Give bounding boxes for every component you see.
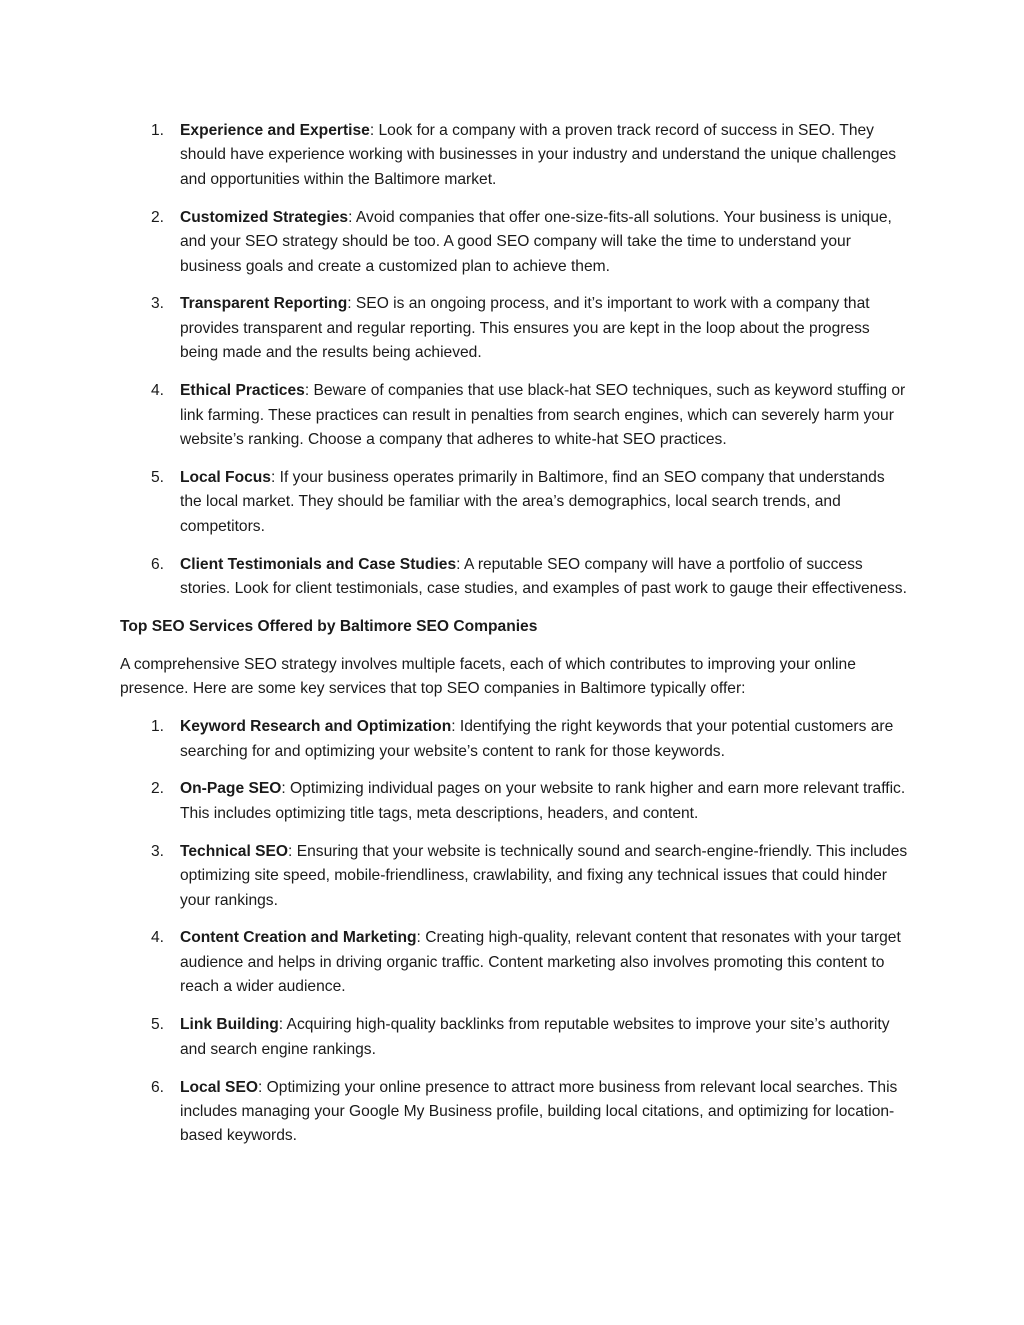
- list-item-term: Client Testimonials and Case Studies: [180, 555, 457, 573]
- list-number: 2.: [151, 780, 165, 798]
- list-item-text: : Beware of companies that use black-hat SEO techniques, such as keyword stuffing or link farming. These practices can result in penalties from search engines, which can severely harm your website’s ranking. Choose a company that adheres to white-hat SEO practices.: [180, 382, 906, 448]
- document-body: [120, 119, 910, 1162]
- list-number: 6.: [151, 555, 165, 573]
- list-item: [120, 119, 910, 192]
- list-number: 6.: [151, 1078, 165, 1096]
- list-number: 4.: [151, 382, 165, 400]
- list-item-text: : Acquiring high-quality backlinks from reputable websites to improve your site’s authority and search engine rankings.: [180, 1016, 890, 1058]
- list-item-term: Ethical Practices: [180, 382, 305, 400]
- list-item-term: Transparent Reporting: [180, 295, 348, 313]
- list-number: 5.: [151, 1016, 165, 1034]
- section-heading: Top SEO Services Offered by Baltimore SEO Companies: [120, 617, 538, 635]
- list-item-term: Local SEO: [180, 1078, 258, 1096]
- list-item: [120, 466, 910, 539]
- list-number: 3.: [151, 842, 165, 860]
- selection-criteria-list: [120, 119, 910, 601]
- list-item-term: Keyword Research and Optimization: [180, 718, 452, 736]
- list-item-text: : Optimizing your online presence to attract more business from relevant local searches. This includes managing your Google My Business profile, building local citations, and optimizing for location-based keywords.: [180, 1078, 898, 1145]
- list-item-text: : SEO is an ongoing process, and it’s important to work with a company that provides transparent and regular reporting. This ensures you are kept in the loop about the progress being made and the results being achieved.: [180, 295, 870, 362]
- list-number: 1.: [151, 122, 165, 139]
- list-item: [120, 840, 910, 913]
- list-item: [120, 206, 910, 279]
- list-item-text: : A reputable SEO company will have a portfolio of success stories. Look for client testimonials, case studies, and examples of past work to gauge their effectiveness.: [180, 555, 907, 597]
- list-item: [120, 1076, 910, 1149]
- seo-services-list: [120, 715, 910, 1149]
- list-item-term: Local Focus: [180, 468, 271, 486]
- list-item-text: : Avoid companies that offer one-size-fits-all solutions. Your business is unique, and your SEO strategy should be too. A good SEO company will take the time to understand your business goals and create a customized plan to achieve them.: [180, 208, 892, 275]
- list-item: [120, 715, 910, 764]
- list-number: 2.: [151, 208, 165, 226]
- list-item: [120, 1013, 910, 1062]
- list-item: [120, 292, 910, 365]
- list-item: [120, 553, 910, 602]
- list-item-text: : Creating high-quality, relevant content that resonates with your target audience and helps in driving organic traffic. Content marketing also involves promoting this content to reach a wider audience.: [180, 929, 901, 996]
- list-item-text: : Look for a company with a proven track record of success in SEO. They should have experience working with businesses in your industry and understand the unique challenges and opportunities within the Baltimore market.: [180, 122, 897, 188]
- list-item: [120, 926, 910, 999]
- list-number: 3.: [151, 295, 165, 313]
- list-number: 5.: [151, 468, 165, 486]
- list-item-term: Experience and Expertise: [180, 122, 370, 139]
- list-item-term: Technical SEO: [180, 842, 289, 860]
- list-item: [120, 379, 910, 452]
- list-item-term: Link Building: [180, 1016, 279, 1034]
- list-item-text: : Optimizing individual pages on your website to rank higher and earn more relevant traffic. This includes optimizing title tags, meta descriptions, headers, and content.: [180, 780, 906, 822]
- list-number: 4.: [151, 929, 165, 947]
- list-item-term: Customized Strategies: [180, 208, 349, 226]
- list-item-text: : Identifying the right keywords that your potential customers are searching for and optimizing your website’s content to rank for those keywords.: [180, 718, 894, 760]
- list-item-term: On-Page SEO: [180, 780, 282, 798]
- list-item-term: Content Creation and Marketing: [180, 929, 417, 947]
- list-item: [120, 777, 910, 826]
- list-number: 1.: [151, 718, 165, 736]
- list-item-text: : Ensuring that your website is technically sound and search-engine-friendly. This includes optimizing site speed, mobile-friendliness, crawlability, and fixing any technical issues that could hinder your rankings.: [180, 842, 908, 909]
- intro-paragraph: A comprehensive SEO strategy involves multiple facets, each of which contributes to improving your online presence. Here are some key services that top SEO companies in Baltimore typically offer:: [120, 655, 856, 698]
- list-item-text: : If your business operates primarily in Baltimore, find an SEO company that understands the local market. They should be familiar with the area’s demographics, local search trends, and competitors.: [180, 468, 885, 535]
